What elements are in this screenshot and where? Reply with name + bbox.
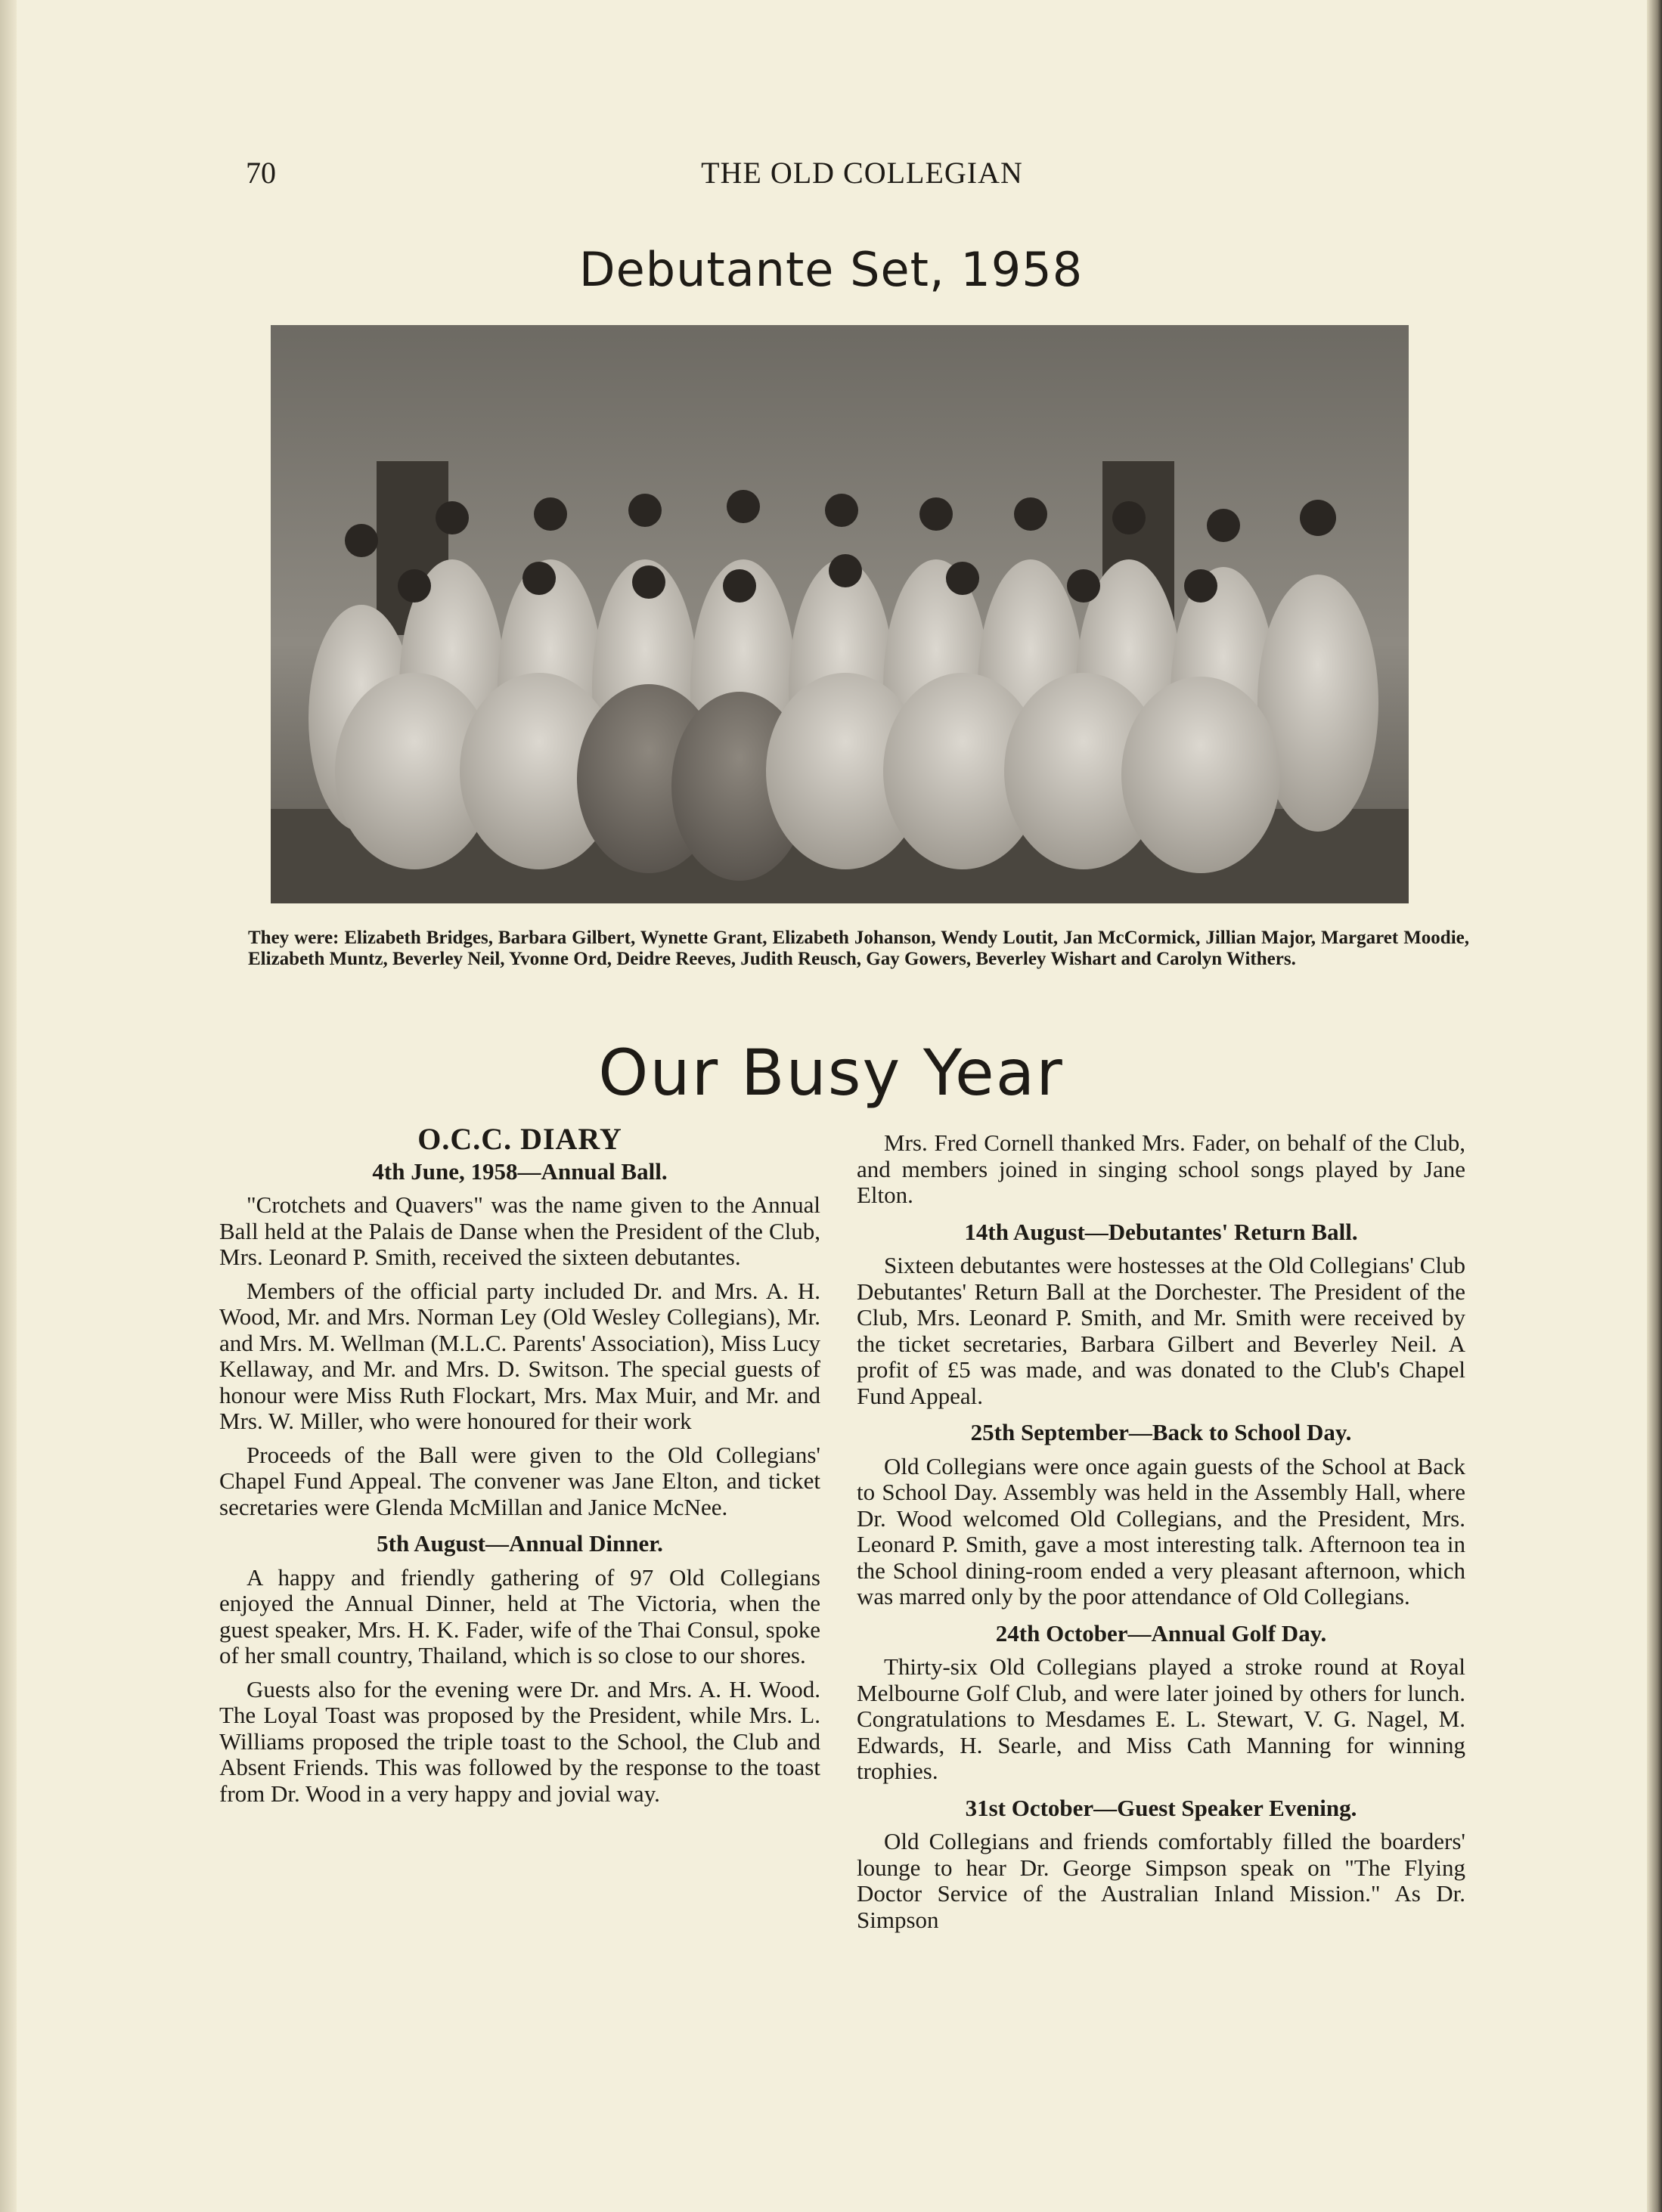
paragraph: Proceeds of the Ball were given to the Old Collegians' Chapel Fund Appeal. The convener was Jane Elton, and ticket secretaries were Glenda McMillan and Janice McNee. — [219, 1441, 820, 1520]
article-title: Our Busy Year — [598, 1036, 1064, 1110]
paragraph: Old Collegians were once again guests of the School at Back to School Day. Assembly was held in the Assembly Hall, where Dr. Wood welcomed Old Collegians, and the President, Mrs. Leonard P. Smith, gave a most interesting talk. Afternoon tea in the School dining-room ended a very pleasant afternoon, which was marred only by the poor attendance of Old Collegians. — [857, 1452, 1465, 1609]
paragraph: Guests also for the evening were Dr. and Mrs. A. H. Wood. The Loyal Toast was proposed by the President, while Mrs. L. Williams proposed the triple toast to the School, the Club and Absent Friends. This was followed by the response to the toast from Dr. Wood in a very happy and jovial way. — [219, 1675, 820, 1807]
paragraph: A happy and friendly gathering of 97 Old Collegians enjoyed the Annual Dinner, held at The Victoria, when the guest speaker, Mrs. H. K. Fader, wife of the Thai Consul, spoke of her small country, Thailand, which is so close to our shores. — [219, 1563, 820, 1668]
photo-title: Debutante Set, 1958 — [578, 242, 1084, 297]
entry-heading: 31st October—Guest Speaker Evening. — [965, 1794, 1357, 1821]
page-header — [246, 155, 1478, 200]
entry-heading: 5th August—Annual Dinner. — [377, 1530, 663, 1557]
paragraph: "Crotchets and Quavers" was the name given to the Annual Ball held at the Palais de Danse when the President of the Club, Mrs. Leonard P. Smith, received the sixteen debutantes. — [219, 1191, 820, 1270]
paragraph: Old Collegians and friends comfortably filled the boarders' lounge to hear Dr. George Simpson speak on "The Flying Doctor Service of the Australian Inland Mission." As Dr. Simpson — [857, 1828, 1465, 1933]
photo-caption: They were: Elizabeth Bridges, Barbara Gilbert, Wynette Grant, Elizabeth Johanson, Wendy Loutit, Jan McCormick, Jillian Major, Margaret Moodie, Elizabeth Muntz, Beverley Neil, Yvonne Ord, Deidre Reeves, Judith Reusch, Gay Gowers, Beverley Wishart and Carolyn Withers. — [248, 928, 1469, 969]
paragraph: Sixteen debutantes were hostesses at the Old Collegians' Club Debutantes' Return Ball at the Dorchester. The President of the Club, Mrs. Leonard P. Smith, and Mr. Smith were received by the ticket secretaries, Barbara Gilbert and Beverley Neil. A profit of £5 was made, and was donated to the Club's Chapel Fund Appeal. — [857, 1252, 1465, 1409]
entry-heading: 25th September—Back to School Day. — [970, 1419, 1352, 1445]
entry-heading: 4th June, 1958—Annual Ball. — [372, 1157, 668, 1185]
entry-heading: 24th October—Annual Golf Day. — [995, 1619, 1327, 1647]
debutante-group-photo — [271, 325, 1409, 903]
paragraph: Members of the official party included Dr. and Mrs. A. H. Wood, Mr. and Mrs. Norman Ley (Old Wesley Collegians), Mr. and Mrs. M. Wellman (M.L.C. Parents' Association), Miss Lucy Kellaway, and Mr. and Mrs. D. Switson. The special guests of honour were Miss Ruth Flockart, Mrs. Max Muir, and Mr. and Mrs. W. Miller, who were honoured for their work — [219, 1277, 820, 1434]
left-column — [219, 1122, 820, 1814]
paragraph: Thirty-six Old Collegians played a stroke round at Royal Melbourne Golf Club, and were later joined by others for lunch. Congratulations to Mesdames E. L. Stewart, V. G. Nagel, M. Edwards, H. Searle, and Miss Cath Manning for winning trophies. — [857, 1653, 1465, 1784]
right-column — [857, 1130, 1465, 1941]
paragraph: Mrs. Fred Cornell thanked Mrs. Fader, on behalf of the Club, and members joined in singing school songs played by Jane Elton. — [857, 1129, 1465, 1208]
running-title: THE OLD COLLEGIAN — [701, 156, 1023, 190]
diary-heading: O.C.C. DIARY — [417, 1122, 622, 1156]
photo-illustration — [271, 325, 1409, 903]
entry-heading: 14th August—Debutantes' Return Ball. — [964, 1218, 1358, 1245]
page-number: 70 — [246, 156, 276, 190]
